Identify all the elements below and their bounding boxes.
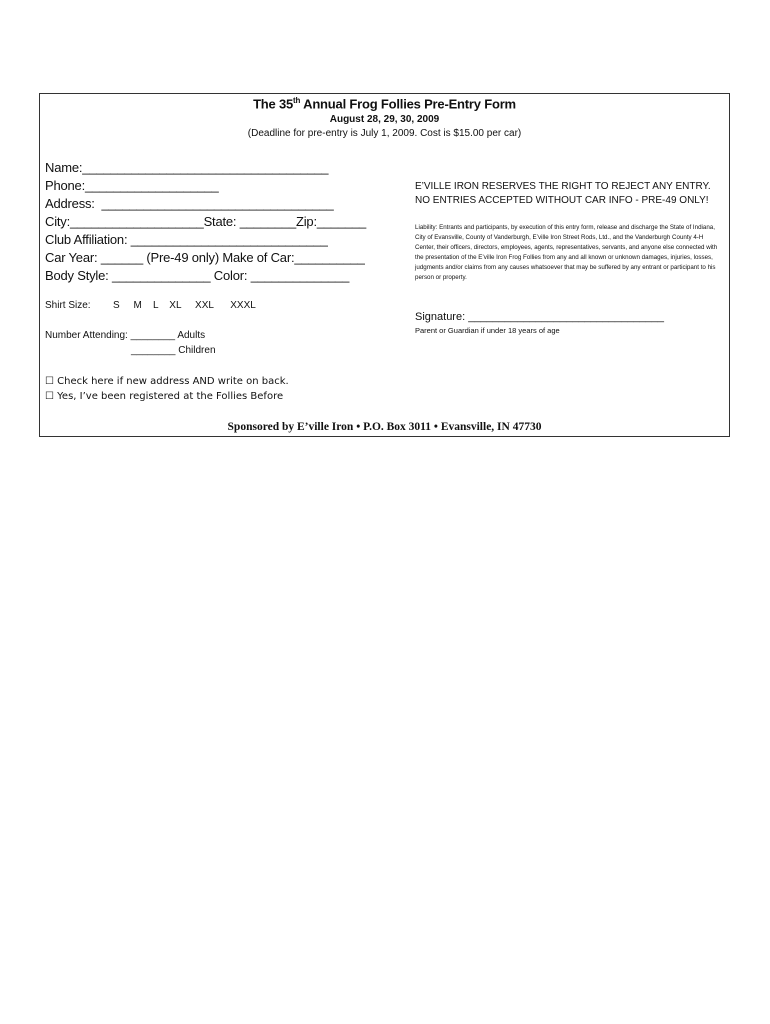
address-field[interactable]: Address: _________________________________ xyxy=(45,196,334,211)
name-field[interactable]: Name:___________________________________ xyxy=(45,160,329,175)
event-dates: August 28, 29, 30, 2009 xyxy=(329,114,440,125)
notice-line-2: NO ENTRIES ACCEPTED WITHOUT CAR INFO - PRE-49 ONLY! xyxy=(415,195,709,206)
car-year-make-field[interactable]: Car Year: ______ (Pre-49 only) Make of Car:__________ xyxy=(45,250,365,265)
parent-guardian-note: Parent or Guardian if under 18 years of age xyxy=(415,326,560,335)
title-superscript: th xyxy=(293,96,301,105)
entry-form xyxy=(39,93,730,437)
registered-before-checkbox[interactable]: ☐ Yes, I’ve been registered at the Follies Before xyxy=(45,391,284,402)
new-address-checkbox[interactable]: ☐ Check here if new address AND write on back. xyxy=(45,376,289,387)
rights-notice xyxy=(415,180,711,208)
deadline-note: (Deadline for pre-entry is July 1, 2009. Cost is $15.00 per car) xyxy=(247,128,522,139)
title-text: The 35 xyxy=(253,96,294,112)
liability-text: Liability: Entrants and participants, by execution of this entry form, release and discharge the State of Indiana, City of Evansville, County of Vanderburgh, E’ville Iron Street Rods, Ltd., and the Vanderburgh County 4-H Center, their officers, directors, employees, agents, representatives, servants, and anyone else connected with the presentation of the E’ville Iron Frog Follies from any and all known or unknown damages, injuries, losses, judgments and/or claims from any causes whatsoever that may be suffered by any entrant or participant to his person or property. xyxy=(415,224,718,281)
phone-field[interactable]: Phone:___________________ xyxy=(45,178,219,193)
sponsor-line: Sponsored by E’ville Iron • P.O. Box 3011 • Evansville, IN 47730 xyxy=(227,421,542,433)
children-attending-field[interactable]: ________ Children xyxy=(131,345,216,356)
body-style-color-field[interactable]: Body Style: ______________ Color: ______________ xyxy=(45,268,350,283)
shirt-size-options[interactable]: S M L XL XXL XXXL xyxy=(113,300,256,311)
adults-attending-field[interactable]: Number Attending: ________ Adults xyxy=(45,330,206,341)
shirt-size-label: Shirt Size: xyxy=(45,300,91,311)
city-state-zip-field[interactable]: City:___________________State: ________Zip:_______ xyxy=(45,214,367,229)
signature-field[interactable]: Signature: ________________________________ xyxy=(415,311,664,323)
notice-line-1: E’VILLE IRON RESERVES THE RIGHT TO REJECT ANY ENTRY. xyxy=(415,181,711,192)
form-title xyxy=(40,96,729,111)
title-text-suffix: Annual Frog Follies Pre-Entry Form xyxy=(300,96,516,112)
club-affiliation-field[interactable]: Club Affiliation: ____________________________ xyxy=(45,232,328,247)
